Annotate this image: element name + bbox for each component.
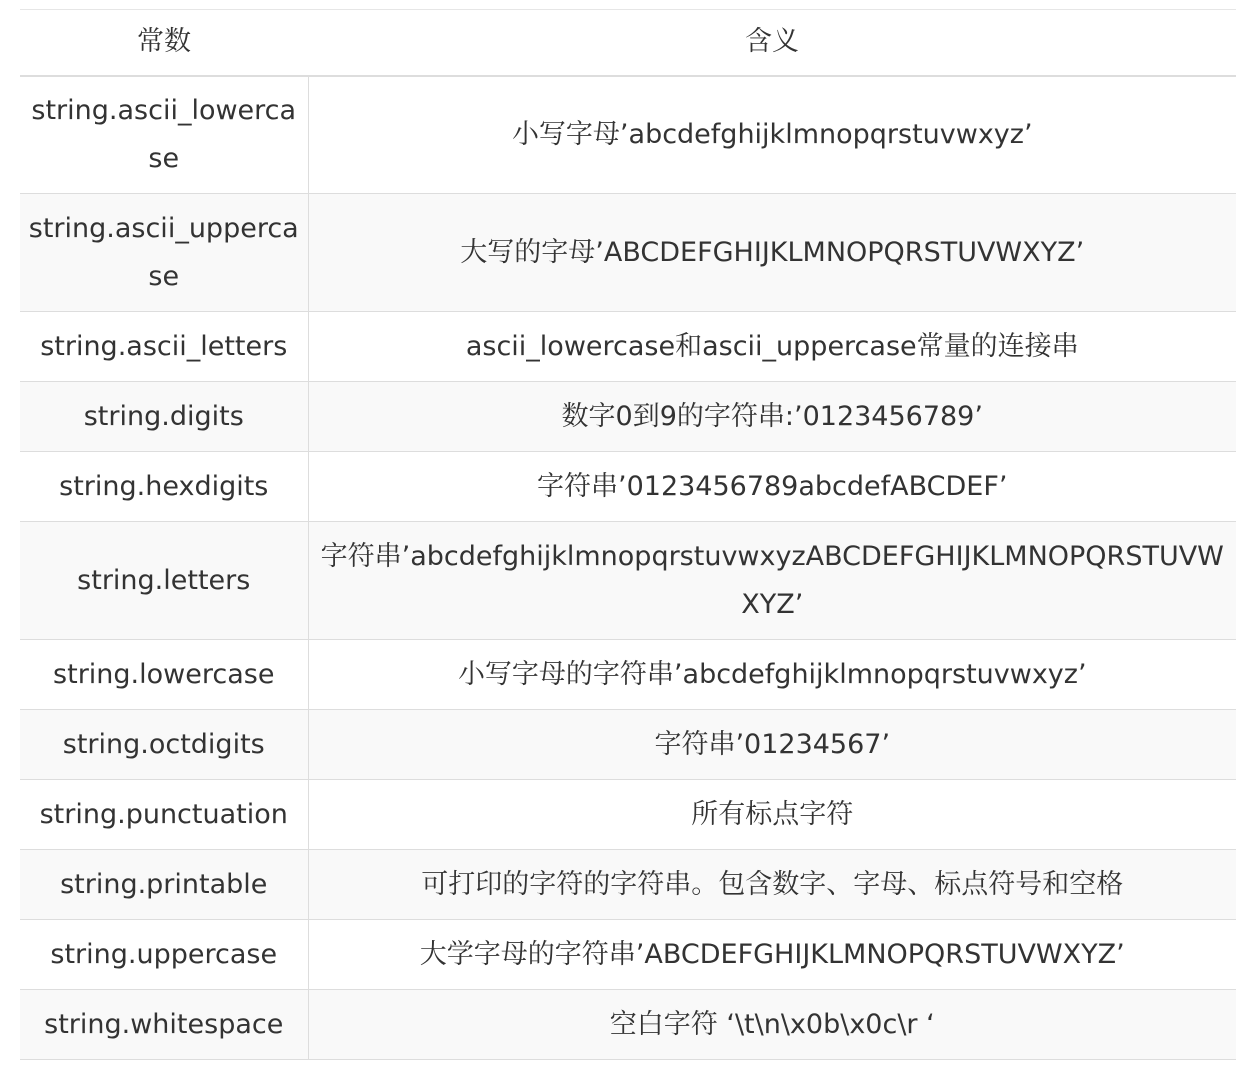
string-constants-table xyxy=(20,9,1236,1060)
table-row xyxy=(20,76,1236,194)
meaning-cell: 小写字母’abcdefghijklmnopqrstuvwxyz’ xyxy=(308,76,1236,194)
table-header-row xyxy=(20,10,1236,76)
constant-cell: string.printable xyxy=(20,850,308,920)
table-row xyxy=(20,522,1236,640)
table-row xyxy=(20,710,1236,780)
meaning-cell: 大写的字母’ABCDEFGHIJKLMNOPQRSTUVWXYZ’ xyxy=(308,194,1236,312)
table-row xyxy=(20,780,1236,850)
header-meaning: 含义 xyxy=(308,10,1236,76)
table-row xyxy=(20,194,1236,312)
meaning-cell: 空白字符 ‘\t\n\x0b\x0c\r ‘ xyxy=(308,990,1236,1060)
constant-cell: string.digits xyxy=(20,382,308,452)
constant-cell: string.hexdigits xyxy=(20,452,308,522)
table-row xyxy=(20,452,1236,522)
table-row xyxy=(20,312,1236,382)
meaning-cell: 字符串’abcdefghijklmnopqrstuvwxyzABCDEFGHIJKLMNOPQRSTUVWXYZ’ xyxy=(308,522,1236,640)
meaning-cell: ascii_lowercase和ascii_uppercase常量的连接串 xyxy=(308,312,1236,382)
table-row xyxy=(20,640,1236,710)
constant-cell: string.punctuation xyxy=(20,780,308,850)
table-row xyxy=(20,920,1236,990)
header-constant: 常数 xyxy=(20,10,308,76)
table-row xyxy=(20,850,1236,920)
meaning-cell: 字符串’0123456789abcdefABCDEF’ xyxy=(308,452,1236,522)
meaning-cell: 大学字母的字符串’ABCDEFGHIJKLMNOPQRSTUVWXYZ’ xyxy=(308,920,1236,990)
constants-table-container xyxy=(20,9,1236,1060)
meaning-cell: 可打印的字符的字符串。包含数字、字母、标点符号和空格 xyxy=(308,850,1236,920)
constant-cell: string.letters xyxy=(20,522,308,640)
table-row xyxy=(20,990,1236,1060)
meaning-cell: 字符串’01234567’ xyxy=(308,710,1236,780)
meaning-cell: 所有标点字符 xyxy=(308,780,1236,850)
constant-cell: string.octdigits xyxy=(20,710,308,780)
constant-cell: string.ascii_uppercase xyxy=(20,194,308,312)
constant-cell: string.ascii_letters xyxy=(20,312,308,382)
constant-cell: string.lowercase xyxy=(20,640,308,710)
constant-cell: string.whitespace xyxy=(20,990,308,1060)
constant-cell: string.ascii_lowercase xyxy=(20,76,308,194)
meaning-cell: 数字0到9的字符串:’0123456789’ xyxy=(308,382,1236,452)
constant-cell: string.uppercase xyxy=(20,920,308,990)
meaning-cell: 小写字母的字符串’abcdefghijklmnopqrstuvwxyz’ xyxy=(308,640,1236,710)
table-row xyxy=(20,382,1236,452)
